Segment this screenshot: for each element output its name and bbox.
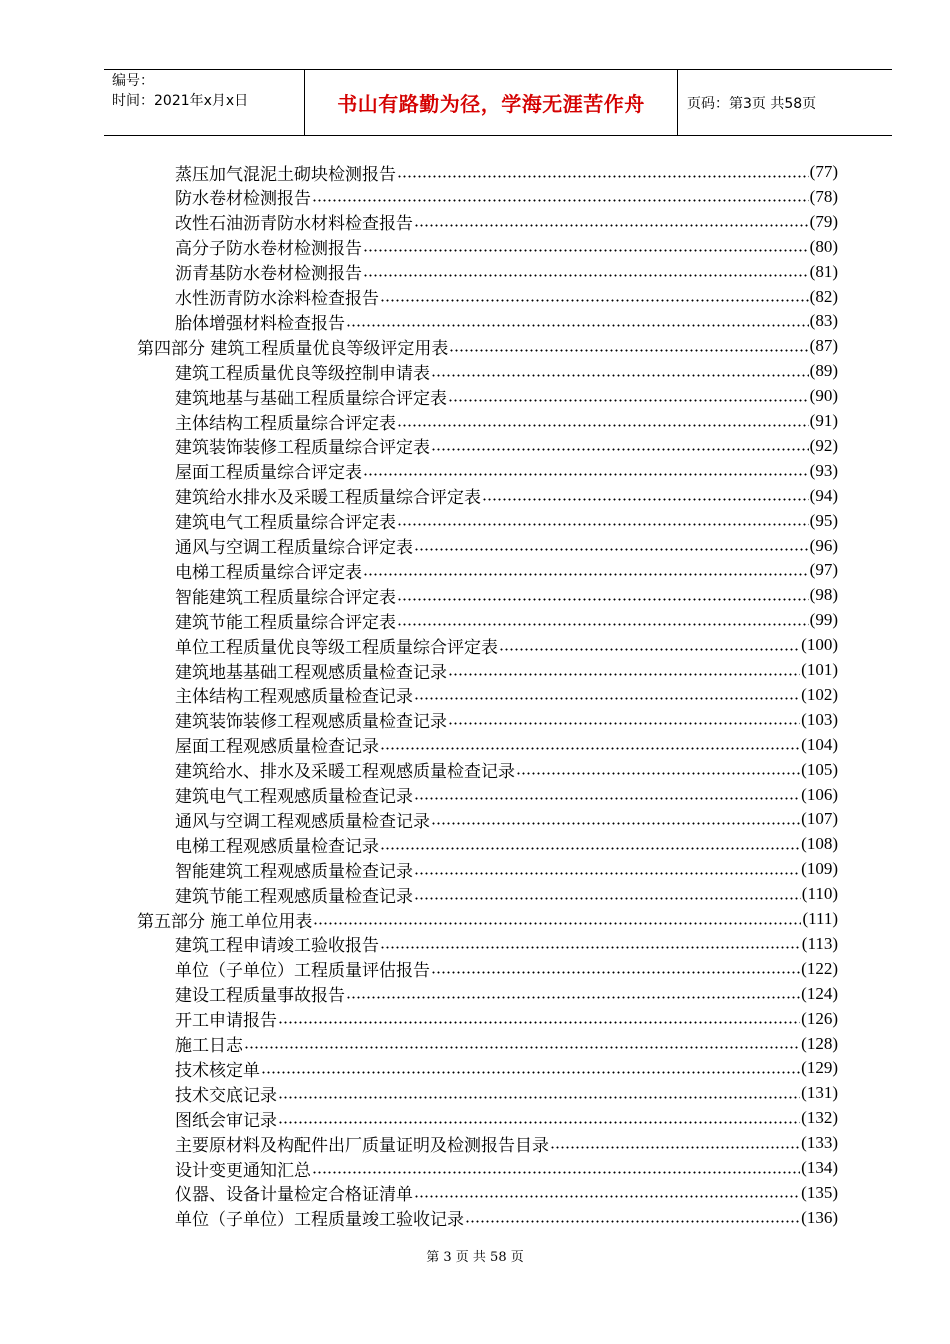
toc-page-number: (83) [809,311,838,331]
toc-entry-title: 智能建筑工程观感质量检查记录 [175,861,413,882]
toc-dot-leader [397,523,809,526]
toc-entry-title: 建筑装饰装修工程质量综合评定表 [175,438,430,459]
toc-page-number: (87) [809,336,838,356]
toc-entry-row [175,384,838,408]
toc-dot-leader [363,573,809,576]
toc-entry-row [175,509,838,533]
toc-entry-row [175,459,838,483]
toc-page-number: (102) [801,684,838,704]
toc-dot-leader [313,922,801,925]
toc-entry-title: 电梯工程观感质量检查记录 [175,836,379,857]
toc-entry-row [175,857,838,881]
toc-dot-leader [448,722,800,725]
toc-entry-row [175,832,838,856]
toc-entry-title: 屋面工程观感质量检查记录 [175,737,379,758]
toc-page-number: (113) [801,933,838,953]
toc-dot-leader [397,623,809,626]
toc-page-number: (82) [809,286,838,306]
toc-entry-title: 通风与空调工程观感质量检查记录 [175,811,430,832]
toc-dot-leader [261,1071,800,1074]
toc-entry-row [175,932,838,956]
toc-page-number: (124) [801,983,838,1003]
toc-entry-title: 改性石油沥青防水材料检查报告 [175,214,413,235]
toc-entry-title: 技术核定单 [175,1060,260,1081]
toc-dot-leader [414,224,809,227]
toc-entry-row [175,583,838,607]
toc-dot-leader [414,797,800,800]
toc-entry-title: 建筑地基与基础工程质量综合评定表 [175,388,447,409]
toc-entry-title: 建筑给水排水及采暖工程质量综合评定表 [175,488,481,509]
toc-entry-row [175,484,838,508]
toc-entry-title: 建筑节能工程观感质量检查记录 [175,886,413,907]
toc-page-number: (134) [801,1158,838,1177]
toc-entry-title: 水性沥青防水涂料检查报告 [175,289,379,309]
toc-entry-title: 施工日志 [175,1036,243,1056]
toc-entry-title: 单位工程质量优良等级工程质量综合评定表 [175,637,498,658]
toc-page-number: (105) [801,759,838,779]
toc-entry-title: 电梯工程质量综合评定表 [175,562,362,583]
toc-entry-row [175,982,838,1006]
toc-entry-title: 智能建筑工程质量综合评定表 [175,587,396,608]
toc-page-number: (79) [809,211,838,231]
toc-entry-title: 防水卷材检测报告 [175,189,311,210]
toc-entry-row [175,608,838,632]
toc-dot-leader [363,274,809,277]
toc-page-number: (126) [801,1008,838,1028]
toc-dot-leader [431,448,809,451]
page-footer: 第 3 页 共 58 页 [426,1250,524,1265]
toc-page-number: (93) [809,460,838,480]
toc-page-number: (108) [801,834,838,854]
toc-page-number: (98) [809,585,838,605]
toc-entry-row [175,359,838,383]
toc-entry-row [175,409,838,433]
toc-entry-title: 高分子防水卷材检测报告 [175,239,362,260]
toc-page-number: (111) [802,909,838,928]
toc-page-number: (110) [801,884,838,904]
toc-entry-row [175,708,838,732]
toc-dot-leader [363,473,809,476]
toc-page-number: (101) [801,660,838,679]
toc-entry-title: 单位（子单位）工程质量评估报告 [175,961,430,982]
toc-entry-row [175,285,838,309]
toc-dot-leader [499,648,800,651]
toc-entry-row [175,957,838,981]
toc-dot-leader [414,548,809,551]
toc-entry-title: 建筑装饰装修工程观感质量检查记录 [175,712,447,733]
toc-page-number: (129) [801,1058,838,1078]
toc-dot-leader [482,498,809,501]
toc-entry-row [175,1131,838,1155]
toc-page-number: (91) [809,411,838,430]
date-label: 时间：2021年x月x日 [112,93,249,109]
toc-page-number: (96) [809,535,838,555]
toc-dot-leader [397,175,809,178]
toc-dot-leader [397,598,809,601]
toc-dot-leader [380,299,809,302]
toc-entry-title: 建设工程质量事故报告 [175,986,345,1007]
toc-entry-title: 主体结构工程观感质量检查记录 [175,687,413,708]
toc-entry-row [175,534,838,558]
toc-page-number: (80) [809,236,838,256]
toc-entry-row [175,807,838,831]
toc-dot-leader [431,971,800,974]
toc-dot-leader [363,249,809,252]
toc-entry-row [175,309,838,333]
toc-entry-row [175,260,838,284]
toc-entry-title: 通风与空调工程质量综合评定表 [175,538,413,558]
toc-page-number: (90) [809,386,838,406]
toc-entry-title: 建筑电气工程观感质量检查记录 [175,787,413,807]
toc-dot-leader [414,872,800,875]
toc-page-number: (106) [801,784,838,804]
toc-dot-leader [448,673,800,676]
toc-dot-leader [312,1171,800,1174]
toc-dot-leader [346,996,800,999]
toc-entry-title: 设计变更通知汇总 [175,1160,311,1181]
toc-entry-title: 建筑电气工程质量综合评定表 [175,513,396,534]
motto-text: 书山有路勤为径，学海无涯苦作舟 [337,92,645,116]
toc-entry-row [175,658,838,682]
toc-entry-title: 仪器、设备计量检定合格证清单 [175,1185,413,1206]
toc-dot-leader [397,424,809,427]
toc-entry-row [175,434,838,458]
toc-page-number: (94) [809,485,838,505]
toc-section-row [137,334,838,358]
toc-page-number: (135) [801,1182,838,1202]
toc-page-number: (89) [809,361,838,381]
toc-page-number: (132) [801,1108,838,1128]
toc-page-number: (109) [801,859,838,879]
toc-entry-row [175,783,838,807]
toc-dot-leader [380,946,801,949]
toc-entry-row [175,1106,838,1130]
toc-entry-title: 图纸会审记录 [175,1110,277,1131]
header-motto-cell [304,70,678,135]
toc-dot-leader [414,697,800,700]
toc-dot-leader [278,1121,800,1124]
toc-dot-leader [465,1220,800,1223]
toc-page-number: (92) [809,435,838,455]
toc-entry-row [175,683,838,707]
toc-entry-title: 建筑给水、排水及采暖工程观感质量检查记录 [175,762,515,783]
page-header [104,69,892,136]
number-label: 编号： [112,73,154,89]
header-meta [104,70,304,135]
toc-entry-row [175,1056,838,1080]
toc-dot-leader [244,1046,800,1049]
toc-dot-leader [278,1096,800,1099]
toc-page-number: (107) [801,809,838,829]
toc-page-number: (136) [801,1207,838,1227]
toc-entry-title: 第四部分 建筑工程质量优良等级评定用表 [137,338,449,359]
toc-dot-leader [431,822,800,825]
toc-page-number: (95) [809,510,838,530]
toc-entry-row [175,758,838,782]
toc-dot-leader [431,374,809,377]
toc-entry-row [175,1081,838,1105]
toc-entry-title: 胎体增强材料检查报告 [175,313,345,334]
toc-entry-title: 沥青基防水卷材检测报告 [175,264,362,285]
toc-entry-row [175,1156,838,1180]
toc-entry-row [175,1032,838,1056]
page-label: 页码：第3页 共58页 [687,95,817,112]
toc-page-number: (122) [801,958,838,978]
toc-entry-row [175,185,838,209]
toc-entry-row [175,210,838,234]
toc-entry-title: 建筑地基基础工程观感质量检查记录 [175,662,447,683]
toc-page-number: (133) [801,1133,838,1153]
toc-dot-leader [346,324,809,327]
toc-dot-leader [550,1146,800,1149]
toc-entry-title: 主要原材料及构配件出厂质量证明及检测报告目录 [175,1135,549,1156]
toc-dot-leader [380,847,800,850]
toc-entry-title: 单位（子单位）工程质量竣工验收记录 [175,1210,464,1231]
toc-entry-row [175,633,838,657]
toc-entry-title: 第五部分 施工单位用表 [137,911,313,932]
toc-entry-title: 建筑工程申请竣工验收报告 [175,936,379,957]
toc-page-number: (103) [801,709,838,729]
toc-entry-title: 建筑工程质量优良等级控制申请表 [175,363,430,384]
toc-dot-leader [414,1195,800,1198]
toc-dot-leader [448,399,809,402]
toc-dot-leader [414,897,801,900]
toc-page-number: (131) [801,1083,838,1103]
toc-page-number: (81) [809,261,838,281]
toc-dot-leader [380,747,800,750]
toc-page-number: (77) [809,162,838,181]
toc-page-number: (97) [809,560,838,580]
toc-entry-title: 开工申请报告 [175,1011,277,1032]
toc-section-row [137,907,838,931]
toc-entry-title: 主体结构工程质量综合评定表 [175,413,396,434]
toc-dot-leader [312,199,809,202]
header-page-cell [678,70,892,135]
toc-entry-row [175,1206,838,1230]
toc-page-number: (104) [801,734,838,754]
toc-entry-row [175,235,838,259]
toc-entry-title: 建筑节能工程质量综合评定表 [175,612,396,633]
toc-page-number: (100) [801,635,838,655]
toc-dot-leader [278,1021,800,1024]
toc-entry-row [175,1007,838,1031]
toc-entry-row [175,882,838,906]
toc-entry-row [175,733,838,757]
toc-entry-row [175,160,838,184]
toc-page-number: (78) [809,186,838,206]
toc-page-number: (128) [801,1033,838,1053]
toc-entry-title: 技术交底记录 [175,1085,277,1106]
toc-entry-row [175,1181,838,1205]
toc-dot-leader [449,349,808,352]
toc-entry-title: 蒸压加气混泥土砌块检测报告 [175,164,396,185]
toc-entry-title: 屋面工程质量综合评定表 [175,463,362,484]
toc-page-number: (99) [809,610,838,630]
toc-dot-leader [516,772,800,775]
toc-entry-row [175,558,838,582]
